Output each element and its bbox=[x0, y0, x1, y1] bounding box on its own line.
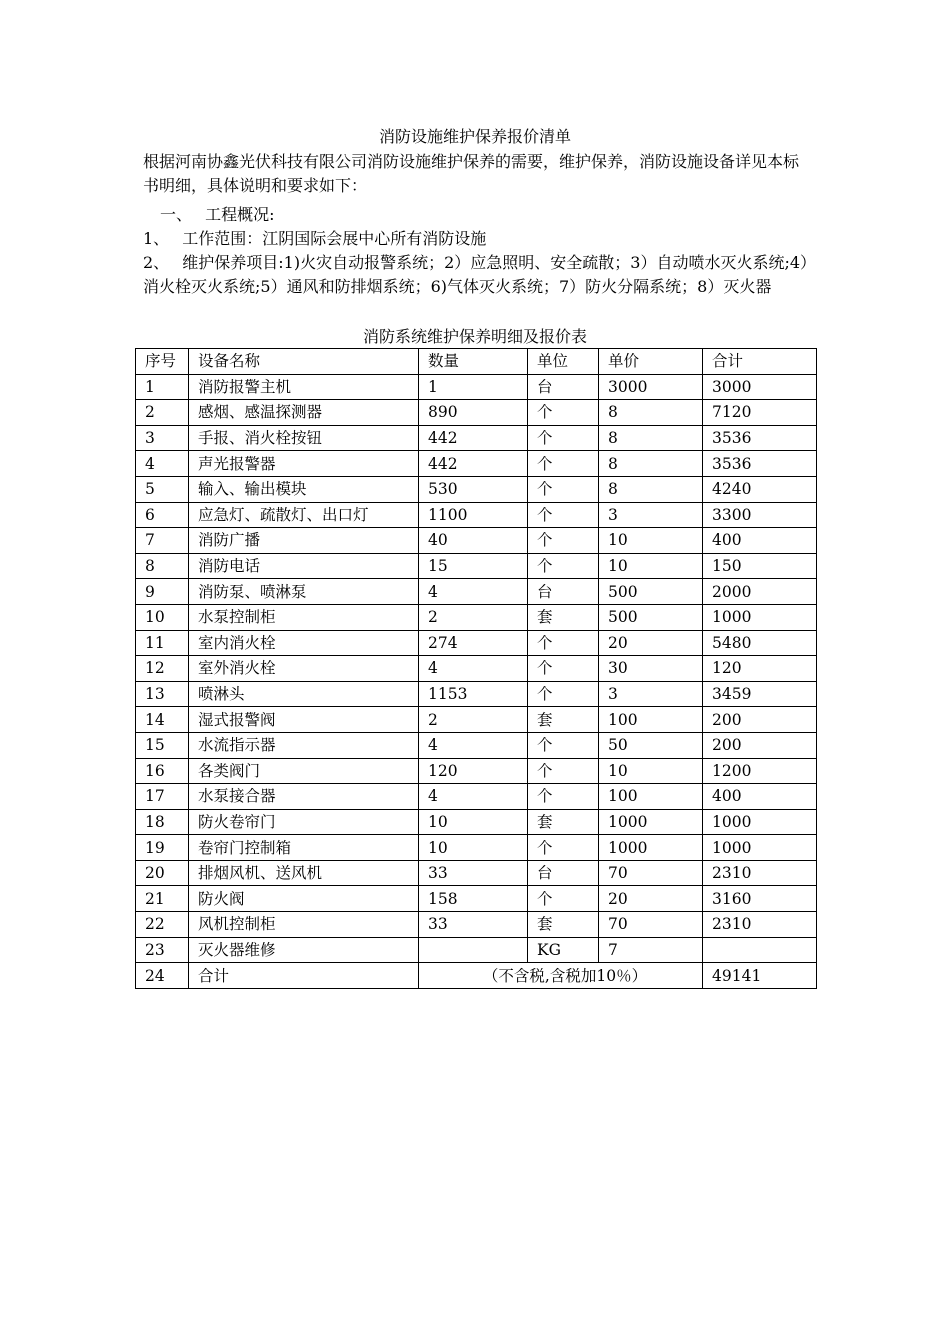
cell-unit-price: 3 bbox=[599, 681, 703, 707]
cell-unit: 个 bbox=[528, 630, 599, 656]
table-row bbox=[136, 502, 817, 528]
cell-subtotal: 2000 bbox=[703, 579, 817, 605]
cell-equipment-name: 消防电话 bbox=[189, 553, 419, 579]
cell-equipment-name: 排烟风机、送风机 bbox=[189, 860, 419, 886]
document-title: 消防设施维护保养报价清单 bbox=[378, 127, 571, 146]
cell-unit: 套 bbox=[528, 809, 599, 835]
cell-equipment-name: 室外消火栓 bbox=[189, 656, 419, 682]
cell-row-no: 17 bbox=[136, 784, 189, 810]
section-heading-overview: 一、 工程概况: bbox=[160, 205, 275, 224]
cell-equipment-name: 输入、输出模块 bbox=[189, 476, 419, 502]
cell-quantity: 442 bbox=[419, 425, 528, 451]
cell-unit-price: 3000 bbox=[599, 374, 703, 400]
table-row bbox=[136, 476, 817, 502]
cell-unit: 台 bbox=[528, 860, 599, 886]
cell-unit: 个 bbox=[528, 553, 599, 579]
table-row bbox=[136, 630, 817, 656]
cell-equipment-name: 灭火器维修 bbox=[189, 937, 419, 963]
cell-row-no: 7 bbox=[136, 528, 189, 554]
cell-quantity: 530 bbox=[419, 476, 528, 502]
cell-subtotal: 2310 bbox=[703, 912, 817, 938]
cell-quantity: 4 bbox=[419, 732, 528, 758]
cell-quantity: 2 bbox=[419, 604, 528, 630]
cell-unit: 个 bbox=[528, 835, 599, 861]
cell-equipment-name: 卷帘门控制箱 bbox=[189, 835, 419, 861]
cell-equipment-name: 应急灯、疏散灯、出口灯 bbox=[189, 502, 419, 528]
table-row bbox=[136, 732, 817, 758]
cell-subtotal: 3160 bbox=[703, 886, 817, 912]
cell-equipment-name: 消防广播 bbox=[189, 528, 419, 554]
cell-equipment-name: 手报、消火栓按钮 bbox=[189, 425, 419, 451]
cell-equipment-name: 消防泵、喷淋泵 bbox=[189, 579, 419, 605]
cell-quantity: 442 bbox=[419, 451, 528, 477]
cell-unit-price: 70 bbox=[599, 912, 703, 938]
cell-row-no: 18 bbox=[136, 809, 189, 835]
cell-unit: 个 bbox=[528, 681, 599, 707]
table-header-row bbox=[136, 349, 817, 375]
cell-quantity: 1153 bbox=[419, 681, 528, 707]
cell-unit-price: 20 bbox=[599, 630, 703, 656]
cell-quantity: 158 bbox=[419, 886, 528, 912]
cell-unit: KG bbox=[528, 937, 599, 963]
cell-subtotal: 400 bbox=[703, 784, 817, 810]
cell-unit: 个 bbox=[528, 425, 599, 451]
cell-quantity: 4 bbox=[419, 784, 528, 810]
table-row bbox=[136, 860, 817, 886]
cell-unit-price: 3 bbox=[599, 502, 703, 528]
cell-row-no: 9 bbox=[136, 579, 189, 605]
cell-row-no: 11 bbox=[136, 630, 189, 656]
cell-unit: 台 bbox=[528, 374, 599, 400]
cell-subtotal: 200 bbox=[703, 707, 817, 733]
cell-subtotal: 150 bbox=[703, 553, 817, 579]
cell-unit: 个 bbox=[528, 476, 599, 502]
cell-subtotal: 3536 bbox=[703, 425, 817, 451]
cell-subtotal: 1000 bbox=[703, 835, 817, 861]
cell-quantity bbox=[419, 937, 528, 963]
table-row bbox=[136, 553, 817, 579]
table-row bbox=[136, 937, 817, 963]
cell-row-no: 4 bbox=[136, 451, 189, 477]
cell-unit: 个 bbox=[528, 502, 599, 528]
table-row bbox=[136, 400, 817, 426]
cell-equipment-name: 各类阀门 bbox=[189, 758, 419, 784]
cell-subtotal: 3000 bbox=[703, 374, 817, 400]
maintenance-items-paragraph: 2、 维护保养项目:1)火灾自动报警系统；2）应急照明、安全疏散；3）自动喷水灭火系统;4）消火栓灭火系统;5）通风和防排烟系统；6)气体灭火系统；7）防火分隔系统；8）灭火器 bbox=[143, 253, 809, 296]
cell-unit-price: 8 bbox=[599, 451, 703, 477]
cell-unit-price: 30 bbox=[599, 656, 703, 682]
header-cell-price: 单价 bbox=[599, 349, 703, 375]
cell-subtotal: 120 bbox=[703, 656, 817, 682]
cell-row-no: 14 bbox=[136, 707, 189, 733]
cell-subtotal: 200 bbox=[703, 732, 817, 758]
cell-quantity: 10 bbox=[419, 809, 528, 835]
cell-unit: 个 bbox=[528, 528, 599, 554]
cell-unit-price: 10 bbox=[599, 758, 703, 784]
total-row-no: 24 bbox=[136, 963, 189, 989]
table-row bbox=[136, 707, 817, 733]
cell-equipment-name: 防火阀 bbox=[189, 886, 419, 912]
cell-subtotal: 2310 bbox=[703, 860, 817, 886]
intro-paragraph: 根据河南协鑫光伏科技有限公司消防设施维护保养的需要，维护保养，消防设施设备详见本标书明细，具体说明和要求如下： bbox=[143, 152, 800, 195]
cell-unit: 个 bbox=[528, 732, 599, 758]
cell-unit-price: 70 bbox=[599, 860, 703, 886]
cell-subtotal bbox=[703, 937, 817, 963]
cell-unit-price: 10 bbox=[599, 528, 703, 554]
cell-quantity: 4 bbox=[419, 656, 528, 682]
table-title: 消防系统维护保养明细及报价表 bbox=[362, 327, 587, 346]
cell-subtotal: 1000 bbox=[703, 809, 817, 835]
cell-row-no: 20 bbox=[136, 860, 189, 886]
cell-quantity: 33 bbox=[419, 860, 528, 886]
cell-row-no: 15 bbox=[136, 732, 189, 758]
work-scope-item: 1、 工作范围：江阴国际会展中心所有消防设施 bbox=[143, 229, 487, 248]
cell-quantity: 120 bbox=[419, 758, 528, 784]
table-total-row bbox=[136, 963, 817, 989]
cell-subtotal: 5480 bbox=[703, 630, 817, 656]
table-row bbox=[136, 656, 817, 682]
cell-row-no: 13 bbox=[136, 681, 189, 707]
cell-subtotal: 3536 bbox=[703, 451, 817, 477]
cell-equipment-name: 水泵接合器 bbox=[189, 784, 419, 810]
cell-unit: 套 bbox=[528, 912, 599, 938]
cell-unit-price: 500 bbox=[599, 579, 703, 605]
cell-quantity: 1100 bbox=[419, 502, 528, 528]
cell-equipment-name: 室内消火栓 bbox=[189, 630, 419, 656]
table-row bbox=[136, 451, 817, 477]
cell-row-no: 3 bbox=[136, 425, 189, 451]
table-row bbox=[136, 425, 817, 451]
table-row bbox=[136, 784, 817, 810]
cell-subtotal: 4240 bbox=[703, 476, 817, 502]
cell-unit-price: 100 bbox=[599, 784, 703, 810]
cell-unit: 个 bbox=[528, 758, 599, 784]
cell-quantity: 890 bbox=[419, 400, 528, 426]
cell-subtotal: 1000 bbox=[703, 604, 817, 630]
cell-equipment-name: 防火卷帘门 bbox=[189, 809, 419, 835]
cell-row-no: 19 bbox=[136, 835, 189, 861]
cell-unit: 个 bbox=[528, 784, 599, 810]
cell-quantity: 4 bbox=[419, 579, 528, 605]
header-cell-name: 设备名称 bbox=[189, 349, 419, 375]
cell-unit-price: 8 bbox=[599, 425, 703, 451]
table-row bbox=[136, 681, 817, 707]
cell-row-no: 1 bbox=[136, 374, 189, 400]
cell-unit: 台 bbox=[528, 579, 599, 605]
table-row bbox=[136, 758, 817, 784]
table-row bbox=[136, 528, 817, 554]
cell-quantity: 15 bbox=[419, 553, 528, 579]
cell-subtotal: 3459 bbox=[703, 681, 817, 707]
table-row bbox=[136, 374, 817, 400]
cell-row-no: 22 bbox=[136, 912, 189, 938]
cell-quantity: 2 bbox=[419, 707, 528, 733]
table-row bbox=[136, 886, 817, 912]
cell-equipment-name: 风机控制柜 bbox=[189, 912, 419, 938]
header-cell-no: 序号 bbox=[136, 349, 189, 375]
cell-subtotal: 1200 bbox=[703, 758, 817, 784]
cell-unit-price: 500 bbox=[599, 604, 703, 630]
cell-row-no: 2 bbox=[136, 400, 189, 426]
cell-unit: 套 bbox=[528, 707, 599, 733]
cell-unit-price: 7 bbox=[599, 937, 703, 963]
cell-quantity: 1 bbox=[419, 374, 528, 400]
table-row bbox=[136, 604, 817, 630]
cell-unit: 套 bbox=[528, 604, 599, 630]
table-row bbox=[136, 912, 817, 938]
cell-subtotal: 400 bbox=[703, 528, 817, 554]
cell-unit: 个 bbox=[528, 400, 599, 426]
table-row bbox=[136, 809, 817, 835]
table-row bbox=[136, 579, 817, 605]
cell-quantity: 10 bbox=[419, 835, 528, 861]
cell-row-no: 5 bbox=[136, 476, 189, 502]
total-row-note: （不含税,含税加10％） bbox=[419, 963, 703, 989]
cell-row-no: 10 bbox=[136, 604, 189, 630]
cell-unit-price: 1000 bbox=[599, 835, 703, 861]
cell-equipment-name: 消防报警主机 bbox=[189, 374, 419, 400]
cell-unit: 个 bbox=[528, 656, 599, 682]
cell-equipment-name: 喷淋头 bbox=[189, 681, 419, 707]
cell-equipment-name: 水流指示器 bbox=[189, 732, 419, 758]
cell-unit-price: 10 bbox=[599, 553, 703, 579]
quote-table-body bbox=[136, 349, 817, 989]
cell-quantity: 40 bbox=[419, 528, 528, 554]
cell-equipment-name: 水泵控制柜 bbox=[189, 604, 419, 630]
quote-table bbox=[135, 348, 817, 989]
cell-row-no: 6 bbox=[136, 502, 189, 528]
total-row-label: 合计 bbox=[189, 963, 419, 989]
cell-unit-price: 8 bbox=[599, 476, 703, 502]
cell-equipment-name: 声光报警器 bbox=[189, 451, 419, 477]
cell-row-no: 12 bbox=[136, 656, 189, 682]
header-cell-total: 合计 bbox=[703, 349, 817, 375]
cell-unit-price: 8 bbox=[599, 400, 703, 426]
cell-unit: 个 bbox=[528, 451, 599, 477]
cell-quantity: 274 bbox=[419, 630, 528, 656]
cell-unit-price: 20 bbox=[599, 886, 703, 912]
cell-unit-price: 1000 bbox=[599, 809, 703, 835]
cell-equipment-name: 感烟、感温探测器 bbox=[189, 400, 419, 426]
cell-row-no: 16 bbox=[136, 758, 189, 784]
cell-quantity: 33 bbox=[419, 912, 528, 938]
cell-row-no: 8 bbox=[136, 553, 189, 579]
table-row bbox=[136, 835, 817, 861]
cell-unit: 个 bbox=[528, 886, 599, 912]
total-row-amount: 49141 bbox=[703, 963, 817, 989]
cell-unit-price: 50 bbox=[599, 732, 703, 758]
cell-row-no: 21 bbox=[136, 886, 189, 912]
cell-subtotal: 7120 bbox=[703, 400, 817, 426]
header-cell-qty: 数量 bbox=[419, 349, 528, 375]
cell-unit-price: 100 bbox=[599, 707, 703, 733]
cell-subtotal: 3300 bbox=[703, 502, 817, 528]
cell-row-no: 23 bbox=[136, 937, 189, 963]
header-cell-unit: 单位 bbox=[528, 349, 599, 375]
cell-equipment-name: 湿式报警阀 bbox=[189, 707, 419, 733]
